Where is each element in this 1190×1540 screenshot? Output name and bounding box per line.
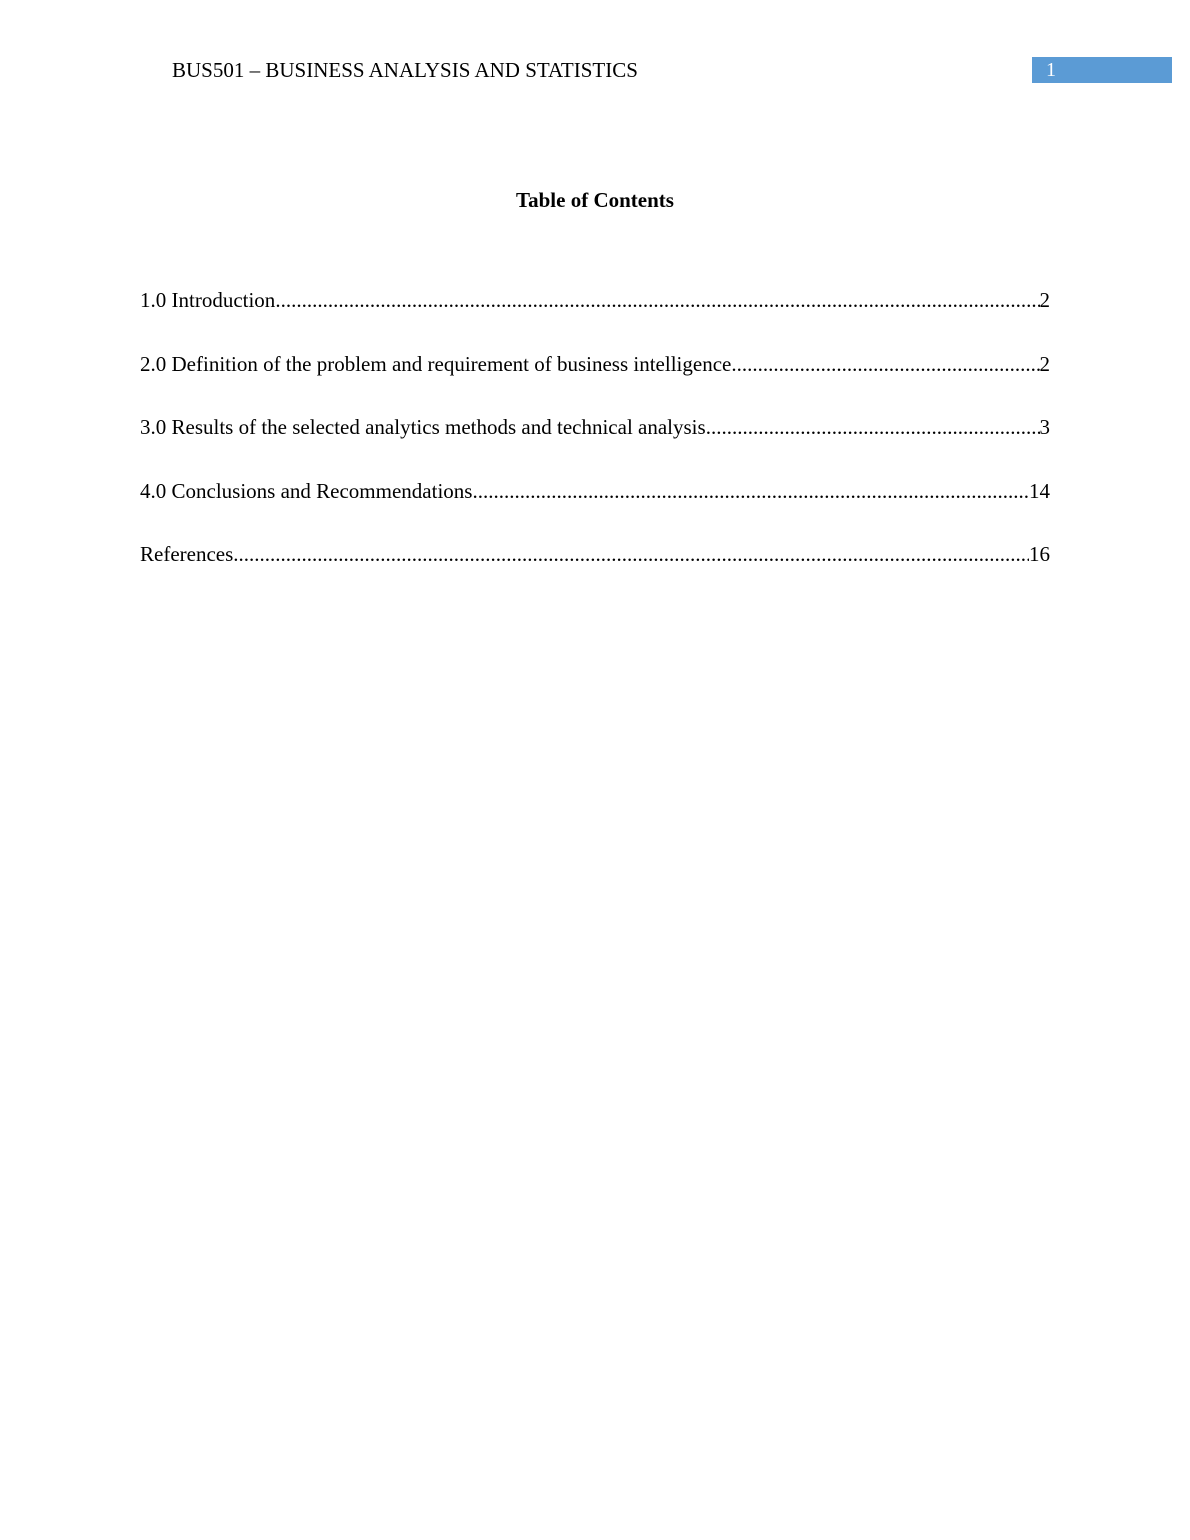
toc-entry-text: 2.0 Definition of the problem and requirement of business intelligence bbox=[140, 351, 732, 376]
table-of-contents bbox=[140, 286, 1050, 604]
page-number-badge: 1 bbox=[1032, 57, 1172, 83]
running-header: BUS501 – BUSINESS ANALYSIS AND STATISTICS bbox=[172, 58, 638, 82]
toc-dot-leader bbox=[472, 477, 1029, 505]
toc-dot-leader bbox=[706, 413, 1040, 441]
toc-entry-introduction[interactable] bbox=[140, 286, 1050, 314]
toc-entry-conclusions[interactable] bbox=[140, 477, 1050, 505]
toc-entry-text: 3.0 Results of the selected analytics methods and technical analysis bbox=[140, 415, 706, 439]
toc-entry-text: 4.0 Conclusions and Recommendations bbox=[140, 478, 473, 503]
toc-entry-page: 3 bbox=[1039, 415, 1050, 439]
toc-entry-references[interactable] bbox=[140, 540, 1050, 568]
toc-entry-results[interactable] bbox=[140, 413, 1050, 441]
toc-dot-leader bbox=[233, 540, 1029, 568]
toc-entry-text: References bbox=[140, 542, 234, 566]
toc-entry-page: 2 bbox=[1039, 288, 1050, 312]
toc-title: Table of Contents bbox=[516, 188, 674, 212]
toc-dot-leader bbox=[731, 350, 1039, 378]
toc-entry-page: 2 bbox=[1039, 351, 1050, 376]
toc-dot-leader bbox=[275, 286, 1039, 314]
toc-entry-page: 16 bbox=[1029, 542, 1050, 566]
toc-entry-page: 14 bbox=[1029, 478, 1050, 503]
toc-entry-definition[interactable] bbox=[140, 350, 1050, 378]
toc-entry-text: 1.0 Introduction bbox=[140, 288, 276, 312]
